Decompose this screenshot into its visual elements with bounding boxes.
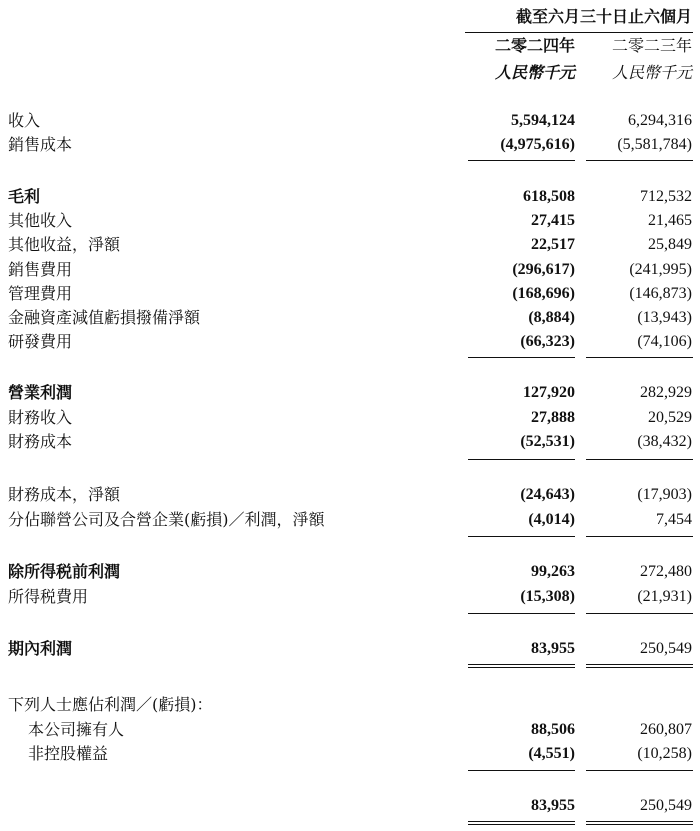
total-rule-current	[468, 821, 575, 822]
subtotal-rule-current	[468, 160, 575, 161]
subtotal-rule-prior	[586, 536, 693, 537]
row-prior: (146,873)	[629, 285, 692, 302]
total-rule-prior	[586, 667, 693, 668]
period-underline	[465, 32, 693, 33]
row-current: 27,888	[531, 409, 575, 426]
row-prior: 7,454	[656, 511, 692, 528]
row-label: 財務成本，淨額	[8, 485, 121, 504]
subtotal-rule-prior	[586, 770, 693, 771]
row-current: (66,323)	[520, 333, 575, 350]
row-label: 其他收入	[8, 211, 73, 230]
total-rule-prior	[586, 824, 693, 825]
row-prior: 6,294,316	[628, 112, 692, 129]
total-rule-prior	[586, 821, 693, 822]
row-label: 財務成本	[8, 432, 73, 451]
row-label: 本公司擁有人	[28, 720, 125, 739]
total-rule-current	[468, 824, 575, 825]
total-rule-current	[468, 664, 575, 665]
row-current: (4,975,616)	[500, 136, 575, 153]
year-current-header: 二零二四年	[494, 36, 575, 55]
subtotal-rule-current	[468, 770, 575, 771]
row-current: (168,696)	[512, 285, 575, 302]
row-current: 83,955	[531, 797, 575, 814]
row-current: (4,551)	[528, 745, 575, 762]
row-current: (4,014)	[528, 511, 575, 528]
row-prior: 260,807	[640, 721, 692, 738]
subtotal-rule-current	[468, 613, 575, 614]
row-current: 22,517	[531, 236, 575, 253]
row-prior: (17,903)	[637, 486, 692, 503]
row-prior: 282,929	[640, 384, 692, 401]
subtotal-rule-prior	[586, 459, 693, 460]
row-current: (24,643)	[520, 486, 575, 503]
row-label: 期內利潤	[8, 639, 73, 658]
row-label: 收入	[8, 111, 41, 130]
row-label: 下列人士應佔利潤／(虧損)：	[8, 695, 213, 714]
subtotal-rule-current	[468, 459, 575, 460]
row-label: 銷售成本	[8, 135, 73, 154]
subtotal-rule-current	[468, 357, 575, 358]
row-prior: 25,849	[648, 236, 692, 253]
row-prior: 250,549	[640, 640, 692, 657]
total-rule-current	[468, 667, 575, 668]
row-label: 毛利	[8, 187, 41, 206]
row-prior: 712,532	[640, 188, 692, 205]
row-prior: (10,258)	[637, 745, 692, 762]
subtotal-rule-prior	[586, 160, 693, 161]
row-current: 5,594,124	[511, 112, 575, 129]
row-prior: (5,581,784)	[617, 136, 692, 153]
row-prior: (38,432)	[637, 433, 692, 450]
unit-prior-header: 人民幣千元	[611, 63, 692, 82]
row-prior: (13,943)	[637, 309, 692, 326]
row-prior: (241,995)	[629, 261, 692, 278]
period-header: 截至六月三十日止六個月	[515, 7, 692, 26]
row-current: 88,506	[531, 721, 575, 738]
row-prior: 21,465	[648, 212, 692, 229]
row-prior: 250,549	[640, 797, 692, 814]
row-label: 分佔聯營公司及合營企業(虧損)／利潤，淨額	[8, 510, 325, 529]
row-prior: 20,529	[648, 409, 692, 426]
row-prior: (21,931)	[637, 588, 692, 605]
row-current: 618,508	[523, 188, 575, 205]
year-prior-header: 二零二三年	[611, 36, 692, 55]
subtotal-rule-prior	[586, 613, 693, 614]
row-current: 83,955	[531, 640, 575, 657]
row-current: (8,884)	[528, 309, 575, 326]
total-rule-prior	[586, 664, 693, 665]
row-current: (52,531)	[520, 433, 575, 450]
row-prior: 272,480	[640, 563, 692, 580]
row-label: 管理費用	[8, 284, 73, 303]
row-label: 其他收益，淨額	[8, 235, 121, 254]
row-label: 銷售費用	[8, 260, 73, 279]
row-label: 金融資產減值虧損撥備淨額	[8, 308, 201, 327]
row-current: 99,263	[531, 563, 575, 580]
row-label: 研發費用	[8, 332, 73, 351]
row-label: 財務收入	[8, 408, 73, 427]
row-label: 所得税費用	[8, 587, 89, 606]
row-label: 營業利潤	[8, 383, 73, 402]
row-label: 除所得税前利潤	[8, 562, 121, 581]
row-current: (15,308)	[520, 588, 575, 605]
row-current: 27,415	[531, 212, 575, 229]
row-label: 非控股權益	[28, 744, 109, 763]
subtotal-rule-current	[468, 536, 575, 537]
row-current: (296,617)	[512, 261, 575, 278]
subtotal-rule-prior	[586, 357, 693, 358]
row-current: 127,920	[523, 384, 575, 401]
row-prior: (74,106)	[637, 333, 692, 350]
unit-current-header: 人民幣千元	[494, 63, 575, 82]
